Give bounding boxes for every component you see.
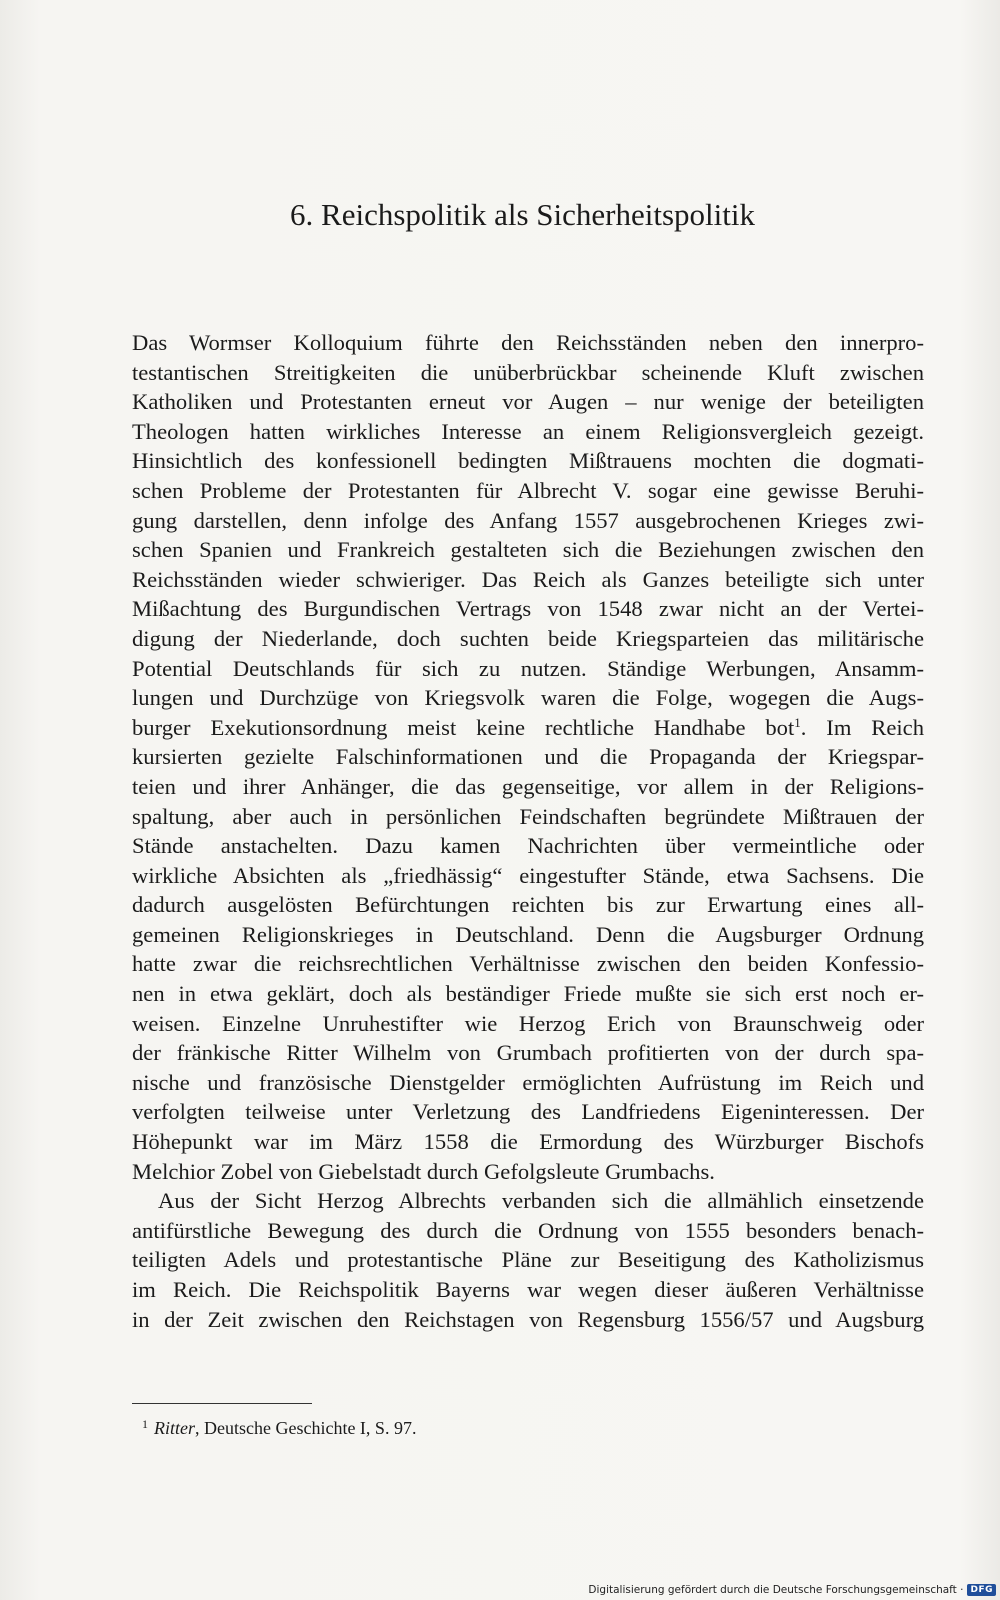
text-line: Potential Deutschlands für sich zu nutzen. Ständige Werbungen, Ansamm- — [132, 655, 924, 681]
paragraph-last-line: Melchior Zobel von Giebelstadt durch Gefolgsleute Grumbachs. — [132, 1158, 715, 1184]
text-line: der fränkische Ritter Wilhelm von Grumbach profitierten von der durch spa- — [132, 1040, 924, 1066]
text-line: gemeinen Religionskrieges in Deutschland. Denn die Augsburger Ordnung — [132, 921, 924, 947]
text-line: verfolgten teilweise unter Verletzung des Landfriedens Eigeninteressen. Der — [132, 1099, 924, 1125]
text-line: teiligten Adels und protestantische Pläne zur Beseitigung des Katholizismus — [132, 1247, 924, 1273]
footnote-reference[interactable]: 1 — [794, 714, 801, 730]
text-line: in der Zeit zwischen den Reichstagen von Regensburg 1556/57 und Augsburg — [132, 1306, 924, 1332]
footnote-text: , Deutsche Geschichte I, S. 97. — [195, 1418, 417, 1438]
footnote — [142, 1412, 416, 1440]
text-line: Hinsichtlich des konfessionell bedingten Mißtrauens mochten die dogmati- — [132, 448, 924, 474]
text-line: Theologen hatten wirkliches Interesse an einem Religionsvergleich gezeigt. — [132, 418, 924, 444]
text-line: gung darstellen, denn infolge des Anfang 1557 ausgebrochenen Krieges zwi- — [132, 507, 924, 533]
text-line: Das Wormser Kolloquium führte den Reichsständen neben den innerpro- — [132, 330, 924, 355]
text-line: lungen und Durchzüge von Kriegsvolk waren die Folge, wogegen die Augs- — [132, 685, 924, 711]
text-line-part: . Im Reich — [800, 714, 924, 740]
text-line: digung der Niederlande, doch suchten beide Kriegsparteien das militärische — [132, 625, 924, 651]
footnote-divider — [132, 1403, 312, 1404]
paragraph-first-line: Aus der Sicht Herzog Albrechts verbanden sich die allmählich einsetzende — [158, 1188, 924, 1214]
dfg-logo[interactable]: DFG — [967, 1584, 996, 1596]
text-line: im Reich. Die Reichspolitik Bayerns war wegen dieser äußeren Verhältnisse — [132, 1277, 924, 1302]
text-line: weisen. Einzelne Unruhestifter wie Herzog Erich von Braunschweig oder — [132, 1010, 924, 1036]
text-line: wirkliche Absichten als „friedhässig“ eingestufter Stände, etwa Sachsens. Die — [132, 862, 924, 888]
text-line-part: burger Exekutionsordnung meist keine rechtliche Handhabe bot — [132, 714, 795, 740]
text-line: Höhepunkt war im März 1558 die Ermordung des Würzburger Bischofs — [132, 1129, 924, 1155]
text-line: dadurch ausgelösten Befürchtungen reichten bis zur Erwartung eines all- — [132, 892, 924, 918]
text-line: nen in etwa geklärt, doch als beständiger Friede mußte sie sich erst noch er- — [132, 981, 924, 1007]
text-line: Mißachtung des Burgundischen Vertrags von 1548 zwar nicht an der Vertei- — [132, 596, 924, 622]
body-text — [132, 328, 924, 1334]
text-line: antifürstliche Bewegung des durch die Ordnung von 1555 besonders benach- — [132, 1217, 924, 1243]
footnote-number: 1 — [142, 1417, 148, 1431]
text-line: testantischen Streitigkeiten die unüberbrückbar scheinende Kluft zwischen — [132, 359, 924, 385]
text-line: Stände anstachelten. Dazu kamen Nachrichten über vermeintliche oder — [132, 833, 924, 859]
text-line: Reichsständen wieder schwieriger. Das Reich als Ganzes beteiligte sich unter — [132, 566, 924, 592]
text-line: teien und ihrer Anhänger, die das gegenseitige, vor allem in der Religions- — [132, 773, 924, 799]
credit-text: Digitalisierung gefördert durch die Deutsche Forschungsgemeinschaft · — [588, 1584, 964, 1596]
text-line: Katholiken und Protestanten erneut vor Augen – nur wenige der beteiligten — [132, 389, 924, 415]
chapter-title: 6. Reichspolitik als Sicherheitspolitik — [290, 197, 755, 232]
text-line: spaltung, aber auch in persönlichen Feindschaften begründete Mißtrauen der — [132, 803, 924, 829]
text-line: hatte zwar die reichsrechtlichen Verhältnisse zwischen den beiden Konfessio- — [132, 951, 924, 977]
text-line: kursierten gezielte Falschinformationen und die Propaganda der Kriegspar- — [132, 744, 924, 770]
text-line-with-footnote — [132, 713, 924, 743]
text-line: schen Spanien und Frankreich gestalteten sich die Beziehungen zwischen den — [132, 537, 924, 563]
text-line: nische und französische Dienstgelder ermöglichten Aufrüstung im Reich und — [132, 1069, 924, 1095]
digitization-credit — [588, 1582, 996, 1598]
footnote-author: Ritter — [154, 1418, 195, 1438]
text-line: schen Probleme der Protestanten für Albrecht V. sogar eine gewisse Beruhi- — [132, 477, 924, 503]
